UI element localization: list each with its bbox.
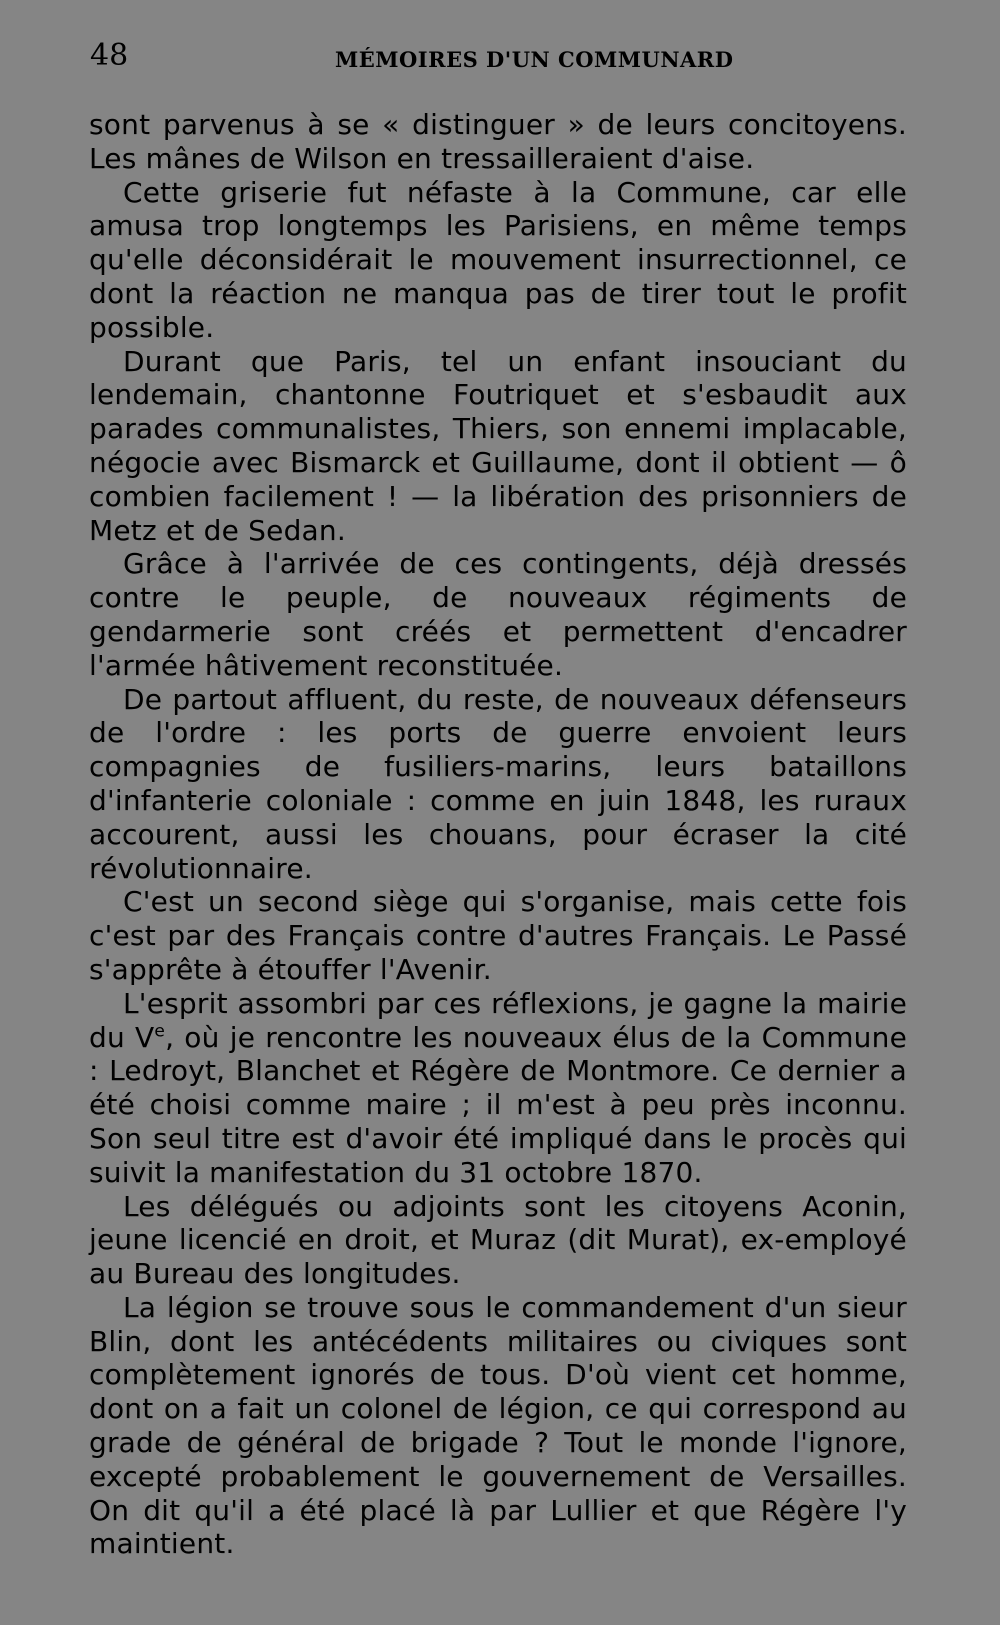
paragraph-2: Cette griserie fut néfaste à la Commune, car elle amusa trop longtemps les Parisiens, en même temps qu'elle déconsidérait le mouvement insurrectionnel, ce dont la réaction ne manqua pas de tirer tout le profit possible. <box>89 175 907 344</box>
paragraph-1: sont parvenus à se « distinguer » de leurs concitoyens. Les mânes de Wilson en tressailleraient d'aise. <box>89 108 907 175</box>
page-number: 48 <box>90 38 129 73</box>
paragraph-6: C'est un second siège qui s'organise, mais cette fois c'est par des Français contre d'autres Français. Le Passé s'apprête à étouffer l'Avenir. <box>89 885 907 986</box>
paragraph-5: De partout affluent, du reste, de nouveaux défenseurs de l'ordre : les ports de guerre envoient leurs compagnies de fusiliers-marins, leurs bataillons d'infanterie coloniale : comme en juin 1848, les ruraux accourent, aussi les chouans, pour écraser la cité révolutionnaire. <box>89 682 907 885</box>
paragraph-8: Les délégués ou adjoints sont les citoyens Aconin, jeune licencié en droit, et Muraz (dit Murat), ex-employé au Bureau des longitudes. <box>89 1189 907 1291</box>
body-text <box>89 108 907 1561</box>
paragraph-7-start: L'esprit assombri par ces réflexions, je gagne la mairie du V <box>89 986 907 1054</box>
paragraph-9: La légion se trouve sous le commandement d'un sieur Blin, dont les antécédents militaires ou civiques sont complètement ignorés de tous. D'où vient cet homme, dont on a fait un colonel de légion, ce qui correspond au grade de général de brigade ? Tout le monde l'ignore, excepté probablement le gouvernement de Versailles. On dit qu'il a été placé là par Lullier et que Régère l'y maintient. <box>89 1290 907 1561</box>
superscript-e: e <box>154 1021 166 1042</box>
paragraph-4: Grâce à l'arrivée de ces contingents, déjà dressés contre le peuple, de nouveaux régiments de gendarmerie sont créés et permettent d'encadrer l'armée hâtivement reconstituée. <box>89 547 907 682</box>
paragraph-7 <box>89 987 907 1190</box>
page-header <box>90 36 905 76</box>
paragraph-7-end: , où je rencontre les nouveaux élus de la Commune : Ledroyt, Blanchet et Régère de Montmore. Ce dernier a été choisi comme maire ; il m'est à peu près inconnu. Son seul titre est d'avoir été impliqué dans le procès qui suivit la manifestation du 31 octobre 1870. <box>89 1020 907 1189</box>
running-title: MÉMOIRES D'UN COMMUNARD <box>335 47 734 72</box>
paragraph-3: Durant que Paris, tel un enfant insouciant du lendemain, chantonne Foutriquet et s'esbaudit aux parades communalistes, Thiers, son ennemi implacable, négocie avec Bismarck et Guillaume, dont il obtient — ô combien facilement ! — la libération des prisonniers de Metz et de Sedan. <box>89 344 907 547</box>
